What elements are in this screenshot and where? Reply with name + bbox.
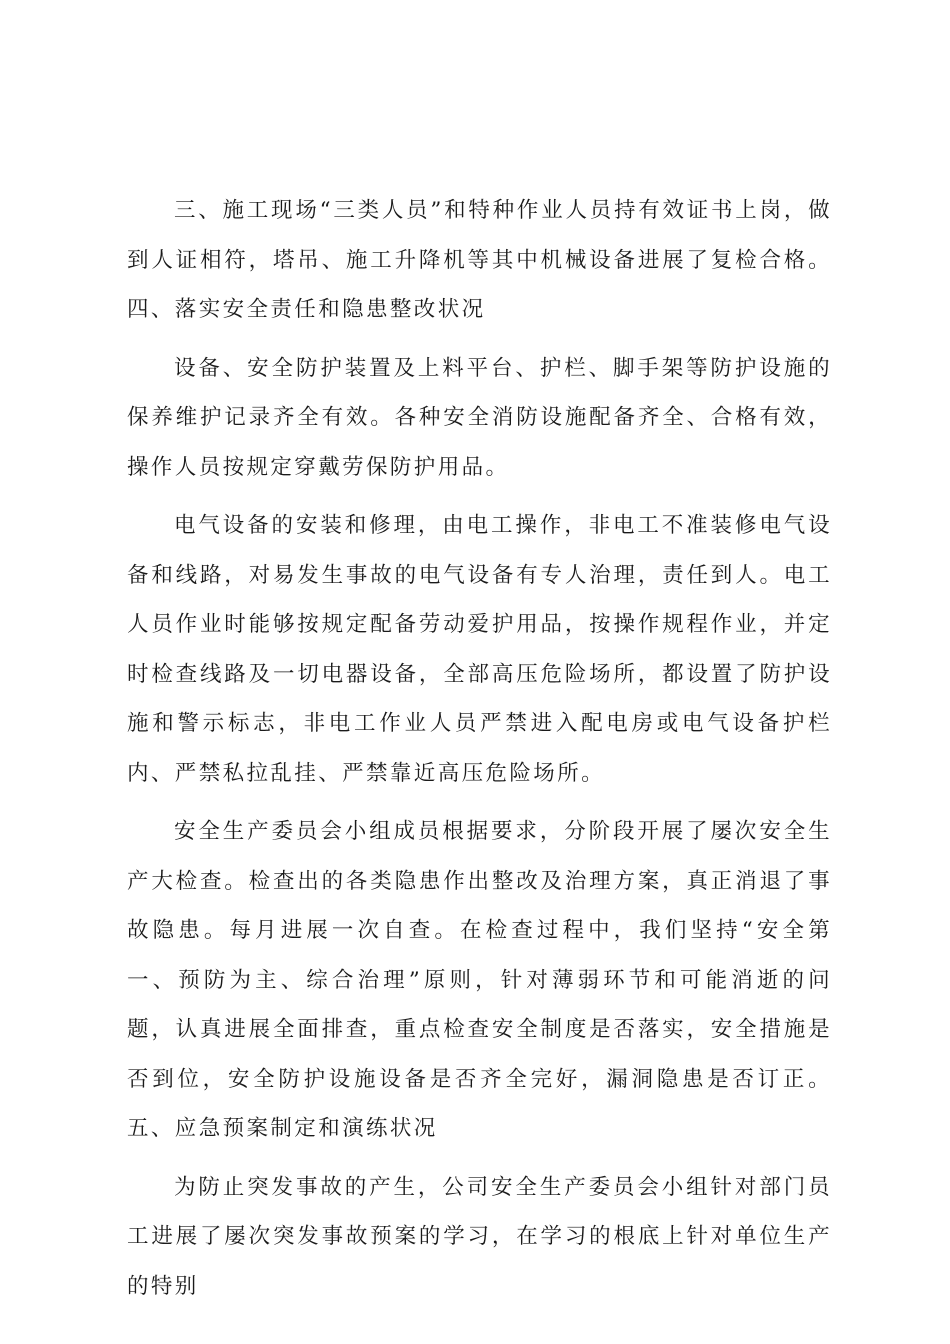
paragraph-emergency-plan: 为防止突发事故的产生，公司安全生产委员会小组针对部门员工进展了屡次突发事故预案的学习，在学习的根底上针对单位生产的特别 — [127, 1174, 832, 1299]
paragraph-equipment-maintenance: 设备、安全防护装置及上料平台、护栏、脚手架等防护设施的保养维护记录齐全有效。各种安全消防设施配备齐全、合格有效，操作人员按规定穿戴劳保防护用品。 — [127, 355, 832, 480]
paragraph-personnel-certification: 三、施工现场“三类人员”和特种作业人员持有效证书上岗，做到人证相符，塔吊、施工升降机等其中机械设备进展了复检合格。四、落实安全责任和隐患整改状况 — [127, 198, 832, 322]
document-body — [127, 186, 832, 1320]
paragraph-safety-inspection: 安全生产委员会小组成员根据要求，分阶段开展了屡次安全生产大检查。检查出的各类隐患作出整改及治理方案，真正消退了事故隐患。每月进展一次自查。在检查过程中，我们坚持“安全第一、预防为主、综合治理”原则，针对薄弱环节和可能消逝的问题，认真进展全面排查，重点检查安全制度是否落实，安全措施是否到位，安全防护设施设备是否齐全完好，漏洞隐患是否订正。五、应急预案制定和演练状况 — [127, 819, 832, 1141]
paragraph-electrical-safety: 电气设备的安装和修理，由电工操作，非电工不准装修电气设备和线路，对易发生事故的电气设备有专人治理，责任到人。电工人员作业时能够按规定配备劳动爱护用品，按操作规程作业，并定时检查线路及一切电器设备，全部高压危险场所，都设置了防护设施和警示标志，非电工作业人员严禁进入配电房或电气设备护栏内、严禁私拉乱挂、严禁靠近高压危险场所。 — [127, 513, 832, 786]
